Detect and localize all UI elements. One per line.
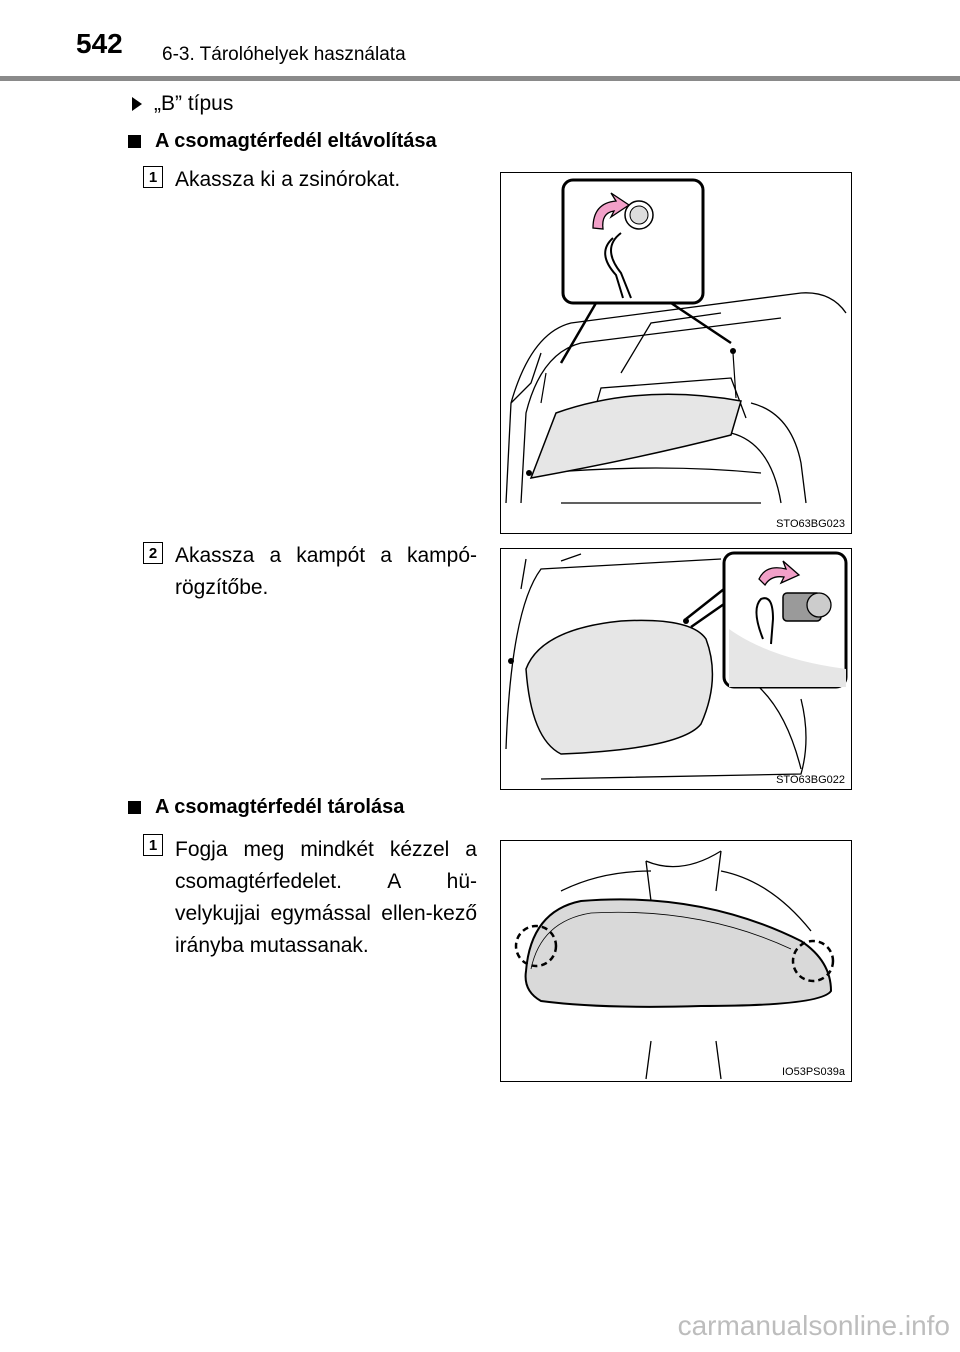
step-number-box: 1 — [143, 834, 163, 856]
figure-hook-holder — [500, 548, 852, 790]
header-divider — [0, 76, 960, 81]
figure-code: IO53PS039a — [782, 1066, 845, 1078]
step-number-box: 2 — [143, 542, 163, 564]
step-text: Fogja meg mindkét kézzel a csomagtérfedelet. A hü-velykujjai egymással ellen-kező irányba mutassanak. — [175, 838, 477, 957]
hold-cover-illustration — [501, 841, 850, 1080]
square-bullet-icon — [128, 801, 141, 814]
figure-code: STO63BG023 — [776, 518, 845, 530]
step-number-box: 1 — [143, 166, 163, 188]
subtype-label: „B” típus — [154, 92, 234, 115]
step-text: Akassza a kampót a kampó-rögzítőbe. — [175, 544, 477, 599]
square-bullet-icon — [128, 135, 141, 148]
section-heading-storage — [128, 796, 404, 819]
subtype-line — [128, 92, 233, 116]
figure-unhook-cords — [500, 172, 852, 534]
page-number: 542 — [76, 28, 123, 59]
figure-hold-cover — [500, 840, 852, 1082]
section-heading-removal — [128, 130, 437, 153]
trunk-hook-illustration — [501, 549, 850, 788]
trunk-cords-illustration — [501, 173, 850, 532]
step-text: Akassza ki a zsinórokat. — [175, 168, 401, 191]
section-heading-text: A csomagtérfedél tárolása — [155, 796, 405, 818]
watermark: carmanualsonline.info — [677, 1310, 950, 1341]
section-heading-text: A csomagtérfedél eltávolítása — [155, 130, 437, 152]
figure-code: STO63BG022 — [776, 774, 845, 786]
chapter-title: 6-3. Tárolóhelyek használata — [162, 44, 406, 65]
triangle-bullet-icon — [132, 97, 142, 111]
